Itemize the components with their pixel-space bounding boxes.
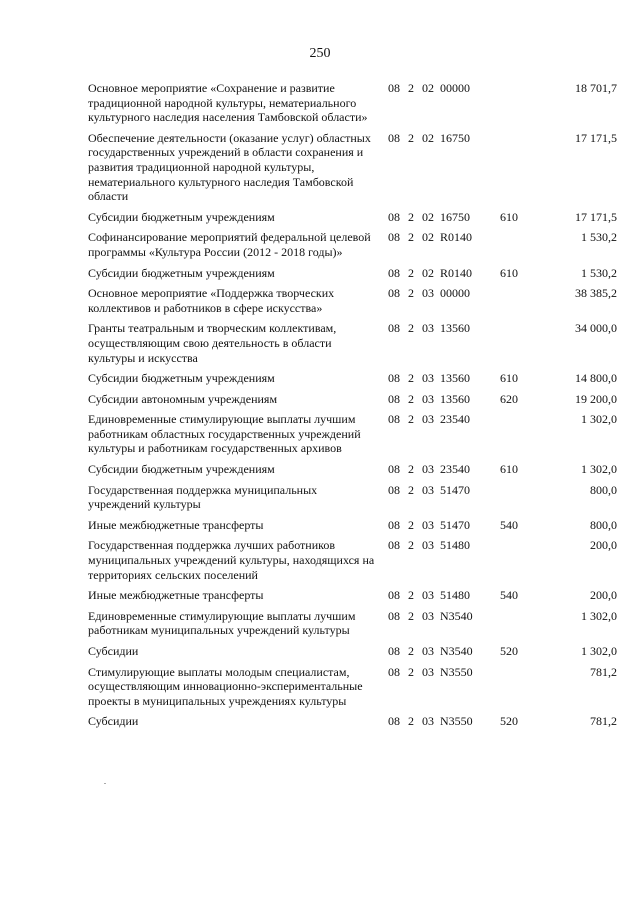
amount: 1 302,0 <box>581 412 617 427</box>
code-program: 2 <box>408 81 414 95</box>
code-program: 2 <box>408 130 414 145</box>
code-direction: 13560 <box>440 391 470 406</box>
table-row <box>88 462 617 477</box>
code-event: 02 <box>422 230 434 245</box>
code-direction: N3550 <box>440 664 473 679</box>
code-event: 02 <box>422 209 434 224</box>
amount: 14 800,0 <box>575 371 617 386</box>
item-name: Единовременные стимулирующие выплаты лучшим работникам областных государственных учреждений культуры и работникам государственных архивов <box>88 412 361 456</box>
code-section: 08 <box>388 482 400 497</box>
code-section: 08 <box>388 538 400 553</box>
budget-code <box>388 81 488 96</box>
amount: 781,2 <box>590 664 617 679</box>
code-section: 08 <box>388 588 400 603</box>
code-program: 2 <box>408 482 414 497</box>
code-program: 2 <box>408 517 414 532</box>
code-direction: R0140 <box>440 230 473 245</box>
item-name: Субсидии бюджетным учреждениям <box>88 209 275 224</box>
table-row <box>88 608 617 638</box>
expense-type: 520 <box>500 644 518 658</box>
budget-code <box>388 266 488 281</box>
code-event: 03 <box>422 482 434 497</box>
code-direction: R0140 <box>440 265 473 280</box>
item-name: Государственная поддержка муниципальных учреждений культуры <box>88 482 318 512</box>
amount: 38 385,2 <box>575 286 617 301</box>
code-section: 08 <box>388 644 400 658</box>
budget-code <box>388 714 488 729</box>
table-row <box>88 321 617 365</box>
budget-code <box>388 609 488 624</box>
code-event: 03 <box>422 538 434 553</box>
expense-type: 610 <box>500 462 518 477</box>
code-direction: 23540 <box>440 462 470 477</box>
item-name: Обеспечение деятельности (оказание услуг) областных государственных учреждений в области сохранения и развития традиционной народной культуры, нематериального культурного наследия Тамбовской области <box>88 130 371 204</box>
amount: 19 200,0 <box>575 391 617 406</box>
code-direction: 51470 <box>440 482 470 497</box>
code-event: 03 <box>422 517 434 532</box>
item-name: Субсидии бюджетным учреждениям <box>88 462 275 477</box>
budget-code <box>388 392 488 407</box>
code-program: 2 <box>408 644 414 658</box>
table-row <box>88 286 617 315</box>
code-direction: 51480 <box>440 538 470 553</box>
budget-table <box>88 81 617 735</box>
code-direction: 00000 <box>440 81 470 95</box>
table-row <box>88 644 617 659</box>
table-row <box>88 664 617 709</box>
amount: 1 302,0 <box>581 608 617 623</box>
table-row <box>88 482 617 512</box>
code-program: 2 <box>408 209 414 224</box>
code-program: 2 <box>408 412 414 427</box>
amount: 1 302,0 <box>581 462 617 477</box>
expense-type: 620 <box>500 391 518 406</box>
code-section: 08 <box>388 265 400 280</box>
amount: 200,0 <box>590 588 617 603</box>
budget-code <box>388 321 488 336</box>
code-event: 03 <box>422 286 434 301</box>
code-program: 2 <box>408 588 414 603</box>
amount: 17 171,5 <box>575 209 617 224</box>
code-direction: 51470 <box>440 517 470 532</box>
code-direction: 13560 <box>440 371 470 386</box>
code-event: 02 <box>422 265 434 280</box>
table-row <box>88 517 617 533</box>
item-name: Основное мероприятие «Сохранение и развитие традиционной народной культуры, нематериального культурного наследия населения Тамбовской области» <box>88 81 368 125</box>
code-section: 08 <box>388 130 400 145</box>
amount: 18 701,7 <box>575 81 617 95</box>
expense-type: 540 <box>500 588 518 603</box>
code-direction: 23540 <box>440 412 470 427</box>
code-direction: N3540 <box>440 608 473 623</box>
budget-code <box>388 518 488 533</box>
item-name: Иные межбюджетные трансферты <box>88 588 264 603</box>
code-event: 02 <box>422 81 434 95</box>
page-number: 250 <box>309 46 331 61</box>
code-program: 2 <box>408 286 414 301</box>
budget-code <box>388 588 488 603</box>
code-event: 03 <box>422 714 434 729</box>
budget-code <box>388 286 488 301</box>
item-name: Субсидии бюджетным учреждениям <box>88 371 275 386</box>
code-program: 2 <box>408 391 414 406</box>
code-event: 03 <box>422 391 434 406</box>
code-direction: 16750 <box>440 130 470 145</box>
code-program: 2 <box>408 664 414 679</box>
amount: 1 530,2 <box>581 230 617 245</box>
code-event: 03 <box>422 664 434 679</box>
table-row <box>88 265 617 281</box>
table-row <box>88 412 617 456</box>
code-section: 08 <box>388 209 400 224</box>
budget-code <box>388 210 488 225</box>
expense-type: 520 <box>500 714 518 729</box>
code-program: 2 <box>408 321 414 336</box>
code-section: 08 <box>388 608 400 623</box>
amount: 1 530,2 <box>581 265 617 280</box>
item-name: Стимулирующие выплаты молодым специалистам, осуществляющим инновационно-экспериментальные проекты в муниципальных учреждениях культуры <box>88 664 363 708</box>
code-event: 02 <box>422 130 434 145</box>
amount: 800,0 <box>590 517 617 532</box>
code-event: 03 <box>422 321 434 336</box>
table-row <box>88 391 617 407</box>
code-section: 08 <box>388 371 400 386</box>
budget-code <box>388 412 488 427</box>
expense-type: 540 <box>500 517 518 532</box>
code-section: 08 <box>388 81 400 95</box>
table-row <box>88 209 617 225</box>
item-name: Субсидии <box>88 714 139 729</box>
item-name: Субсидии бюджетным учреждениям <box>88 265 275 280</box>
amount: 200,0 <box>590 538 617 553</box>
budget-code <box>388 371 488 386</box>
table-row <box>88 371 617 386</box>
code-section: 08 <box>388 230 400 245</box>
item-name: Софинансирование мероприятий федеральной целевой программы «Культура России (2012 - 2018 годы)» <box>88 230 371 259</box>
amount: 800,0 <box>590 482 617 497</box>
code-section: 08 <box>388 391 400 406</box>
code-event: 03 <box>422 608 434 623</box>
code-program: 2 <box>408 265 414 280</box>
table-row <box>88 130 617 204</box>
code-program: 2 <box>408 371 414 386</box>
budget-code <box>388 538 488 553</box>
table-row <box>88 714 617 729</box>
code-direction: N3540 <box>440 644 473 658</box>
budget-code <box>388 131 488 146</box>
item-name: Единовременные стимулирующие выплаты лучшим работникам муниципальных учреждений культуры <box>88 608 356 638</box>
code-section: 08 <box>388 664 400 679</box>
code-section: 08 <box>388 286 400 301</box>
expense-type: 610 <box>500 265 518 280</box>
amount: 1 302,0 <box>581 644 617 658</box>
code-event: 03 <box>422 371 434 386</box>
scan-speck <box>104 783 106 784</box>
table-row <box>88 230 617 259</box>
code-direction: N3550 <box>440 714 473 729</box>
code-section: 08 <box>388 517 400 532</box>
budget-code <box>388 483 488 498</box>
table-row <box>88 81 617 125</box>
code-section: 08 <box>388 321 400 336</box>
code-section: 08 <box>388 462 400 477</box>
table-row <box>88 588 617 603</box>
item-name: Иные межбюджетные трансферты <box>88 517 264 532</box>
code-program: 2 <box>408 462 414 477</box>
code-event: 03 <box>422 462 434 477</box>
code-program: 2 <box>408 714 414 729</box>
item-name: Гранты театральным и творческим коллективам, осуществляющим свою деятельность в области культуры и искусства <box>88 321 337 365</box>
code-event: 03 <box>422 588 434 603</box>
code-section: 08 <box>388 412 400 427</box>
amount: 34 000,0 <box>575 321 617 336</box>
expense-type: 610 <box>500 371 518 386</box>
budget-code <box>388 230 488 245</box>
code-program: 2 <box>408 608 414 623</box>
code-event: 03 <box>422 644 434 658</box>
budget-code <box>388 462 488 477</box>
item-name: Субсидии <box>88 644 139 658</box>
code-direction: 00000 <box>440 286 470 301</box>
amount: 17 171,5 <box>575 130 617 145</box>
item-name: Государственная поддержка лучших работников муниципальных учреждений культуры, находящихся на территориях сельских поселений <box>88 538 375 582</box>
code-program: 2 <box>408 230 414 245</box>
budget-code <box>388 665 488 680</box>
item-name: Основное мероприятие «Поддержка творческих коллективов и работников в сфере искусства» <box>88 286 335 315</box>
code-direction: 51480 <box>440 588 470 603</box>
budget-code <box>388 644 488 659</box>
code-direction: 16750 <box>440 209 470 224</box>
table-row <box>88 538 617 582</box>
amount: 781,2 <box>590 714 617 729</box>
code-program: 2 <box>408 538 414 553</box>
code-event: 03 <box>422 412 434 427</box>
item-name: Субсидии автономным учреждениям <box>88 391 278 406</box>
expense-type: 610 <box>500 209 518 224</box>
code-section: 08 <box>388 714 400 729</box>
code-direction: 13560 <box>440 321 470 336</box>
